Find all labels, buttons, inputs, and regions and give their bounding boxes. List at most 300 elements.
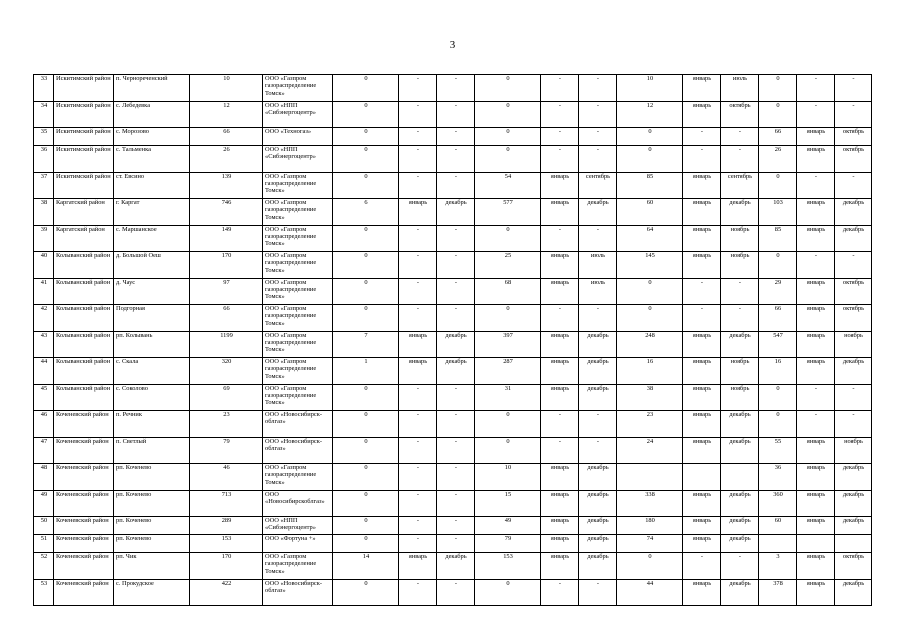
organization-cell: ООО «Новосибирск-облгаз» xyxy=(263,437,333,464)
group-1-start-cell: январь xyxy=(399,331,437,358)
group-3-start-cell: январь xyxy=(683,490,721,517)
group-4-count-cell: 0 xyxy=(759,252,797,279)
group-4-end-cell: октябрь xyxy=(835,553,872,580)
group-3-start-cell: январь xyxy=(683,331,721,358)
table-row xyxy=(34,128,872,146)
group-4-end-cell: декабрь xyxy=(835,517,872,535)
group-1-count-cell: 0 xyxy=(333,535,399,553)
organization-cell: ООО «Газпром газораспределение Томск» xyxy=(263,75,333,102)
group-1-end-cell: - xyxy=(437,411,475,438)
table-row xyxy=(34,172,872,199)
group-3-end-cell: декабрь xyxy=(721,517,759,535)
group-4-start-cell: - xyxy=(797,384,835,411)
group-4-end-cell: декабрь xyxy=(835,225,872,252)
group-2-start-cell: - xyxy=(541,305,579,332)
group-1-end-cell: - xyxy=(437,535,475,553)
row-number: 35 xyxy=(34,128,54,146)
group-1-end-cell: - xyxy=(437,146,475,173)
district-cell: Искитимский район xyxy=(54,172,114,199)
district-cell: Искитимский район xyxy=(54,75,114,102)
group-4-count-cell: 0 xyxy=(759,411,797,438)
group-1-end-cell: - xyxy=(437,128,475,146)
settlement-cell: с. Тальменка xyxy=(114,146,190,173)
group-1-count-cell: 0 xyxy=(333,517,399,535)
row-number: 34 xyxy=(34,101,54,128)
group-1-start-cell: - xyxy=(399,535,437,553)
group-1-start-cell: - xyxy=(399,225,437,252)
group-3-start-cell: январь xyxy=(683,517,721,535)
group-4-start-cell: январь xyxy=(797,199,835,226)
group-1-start-cell: - xyxy=(399,437,437,464)
group-1-count-cell: 0 xyxy=(333,490,399,517)
row-number: 51 xyxy=(34,535,54,553)
organization-cell: ООО «Газпром газораспределение Томск» xyxy=(263,358,333,385)
group-4-count-cell: 66 xyxy=(759,305,797,332)
group-2-count-cell: 0 xyxy=(475,579,541,606)
group-3-end-cell xyxy=(721,464,759,491)
group-1-count-cell: 0 xyxy=(333,411,399,438)
group-3-start-cell: - xyxy=(683,278,721,305)
group-2-count-cell: 10 xyxy=(475,464,541,491)
group-4-count-cell: 0 xyxy=(759,384,797,411)
row-number: 42 xyxy=(34,305,54,332)
group-4-end-cell: - xyxy=(835,384,872,411)
group-2-count-cell: 68 xyxy=(475,278,541,305)
group-2-end-cell: - xyxy=(579,411,617,438)
group-4-count-cell: 378 xyxy=(759,579,797,606)
settlement-cell: с. Прокудское xyxy=(114,579,190,606)
settlement-cell: рп. Коченево xyxy=(114,464,190,491)
group-3-start-cell: январь xyxy=(683,535,721,553)
group-1-end-cell: - xyxy=(437,252,475,279)
group-2-start-cell: январь xyxy=(541,517,579,535)
organization-cell: ООО «Газпром газораспределение Томск» xyxy=(263,331,333,358)
group-2-end-cell: декабрь xyxy=(579,464,617,491)
group-3-count-cell: 24 xyxy=(617,437,683,464)
district-cell: Коченевский район xyxy=(54,464,114,491)
group-3-end-cell: ноябрь xyxy=(721,358,759,385)
row-number: 46 xyxy=(34,411,54,438)
group-1-end-cell: - xyxy=(437,75,475,102)
table-row xyxy=(34,490,872,517)
group-4-start-cell: январь xyxy=(797,331,835,358)
group-4-end-cell: ноябрь xyxy=(835,437,872,464)
settlement-cell: п. Чернореченский xyxy=(114,75,190,102)
group-2-start-cell: январь xyxy=(541,535,579,553)
total-cell: 23 xyxy=(190,411,263,438)
organization-cell: ООО «Газпром газораспределение Томск» xyxy=(263,225,333,252)
group-3-start-cell: январь xyxy=(683,358,721,385)
group-3-count-cell: 74 xyxy=(617,535,683,553)
total-cell: 713 xyxy=(190,490,263,517)
group-4-end-cell: декабрь xyxy=(835,490,872,517)
district-cell: Искитимский район xyxy=(54,146,114,173)
table-row xyxy=(34,579,872,606)
table-row xyxy=(34,535,872,553)
group-3-start-cell: - xyxy=(683,146,721,173)
group-1-start-cell: - xyxy=(399,517,437,535)
group-1-count-cell: 0 xyxy=(333,464,399,491)
group-2-count-cell: 397 xyxy=(475,331,541,358)
table-row xyxy=(34,331,872,358)
group-4-end-cell: ноябрь xyxy=(835,331,872,358)
group-2-start-cell: январь xyxy=(541,278,579,305)
group-2-start-cell: январь xyxy=(541,384,579,411)
group-3-count-cell: 180 xyxy=(617,517,683,535)
data-table xyxy=(33,74,872,606)
row-number: 47 xyxy=(34,437,54,464)
group-3-count-cell: 44 xyxy=(617,579,683,606)
row-number: 48 xyxy=(34,464,54,491)
table-row xyxy=(34,517,872,535)
group-2-count-cell: 0 xyxy=(475,101,541,128)
group-1-start-cell: - xyxy=(399,305,437,332)
group-4-start-cell: январь xyxy=(797,128,835,146)
group-1-start-cell: январь xyxy=(399,358,437,385)
group-4-count-cell: 16 xyxy=(759,358,797,385)
group-3-start-cell: январь xyxy=(683,75,721,102)
group-2-start-cell: - xyxy=(541,101,579,128)
group-4-end-cell: октябрь xyxy=(835,278,872,305)
group-3-count-cell: 64 xyxy=(617,225,683,252)
group-3-end-cell: декабрь xyxy=(721,199,759,226)
organization-cell: ООО «Газпром газораспределение Томск» xyxy=(263,384,333,411)
group-1-end-cell: - xyxy=(437,278,475,305)
group-2-end-cell: декабрь xyxy=(579,517,617,535)
organization-cell: ООО «Новосибирск-облгаз» xyxy=(263,411,333,438)
group-3-end-cell: декабрь xyxy=(721,490,759,517)
row-number: 36 xyxy=(34,146,54,173)
group-3-count-cell: 0 xyxy=(617,305,683,332)
table-row xyxy=(34,101,872,128)
table-row xyxy=(34,437,872,464)
group-3-count-cell: 338 xyxy=(617,490,683,517)
table-row xyxy=(34,252,872,279)
district-cell: Колыванский район xyxy=(54,384,114,411)
group-1-count-cell: 1 xyxy=(333,358,399,385)
group-4-end-cell xyxy=(835,535,872,553)
organization-cell: ООО «Новосибирск-облгаз» xyxy=(263,579,333,606)
table-row xyxy=(34,305,872,332)
group-4-count-cell: 29 xyxy=(759,278,797,305)
group-1-end-cell: - xyxy=(437,384,475,411)
group-2-count-cell: 0 xyxy=(475,305,541,332)
group-2-count-cell: 0 xyxy=(475,75,541,102)
row-number: 39 xyxy=(34,225,54,252)
group-2-count-cell: 31 xyxy=(475,384,541,411)
district-cell: Каргатский район xyxy=(54,199,114,226)
group-1-start-cell: - xyxy=(399,278,437,305)
group-1-start-cell: - xyxy=(399,172,437,199)
group-4-end-cell: - xyxy=(835,172,872,199)
group-3-end-cell: декабрь xyxy=(721,331,759,358)
group-4-count-cell: 66 xyxy=(759,128,797,146)
group-1-end-cell: - xyxy=(437,172,475,199)
group-1-start-cell: - xyxy=(399,146,437,173)
group-3-start-cell: январь xyxy=(683,199,721,226)
group-4-end-cell: декабрь xyxy=(835,358,872,385)
group-3-end-cell: - xyxy=(721,128,759,146)
total-cell: 746 xyxy=(190,199,263,226)
table-row xyxy=(34,464,872,491)
group-1-start-cell: - xyxy=(399,128,437,146)
group-1-count-cell: 7 xyxy=(333,331,399,358)
group-4-end-cell: декабрь xyxy=(835,579,872,606)
group-1-start-cell: январь xyxy=(399,553,437,580)
group-2-count-cell: 79 xyxy=(475,535,541,553)
group-3-start-cell xyxy=(683,464,721,491)
group-3-end-cell: декабрь xyxy=(721,579,759,606)
group-4-count-cell: 103 xyxy=(759,199,797,226)
row-number: 33 xyxy=(34,75,54,102)
group-1-count-cell: 6 xyxy=(333,199,399,226)
settlement-cell: рп. Коченево xyxy=(114,535,190,553)
total-cell: 10 xyxy=(190,75,263,102)
district-cell: Искитимский район xyxy=(54,128,114,146)
district-cell: Коченевский район xyxy=(54,490,114,517)
group-4-end-cell: - xyxy=(835,75,872,102)
table-row xyxy=(34,199,872,226)
total-cell: 46 xyxy=(190,464,263,491)
organization-cell: ООО «Техногаз» xyxy=(263,128,333,146)
group-3-start-cell: - xyxy=(683,128,721,146)
district-cell: Колыванский район xyxy=(54,358,114,385)
group-2-end-cell: июль xyxy=(579,252,617,279)
group-1-end-cell: декабрь xyxy=(437,199,475,226)
district-cell: Коченевский район xyxy=(54,411,114,438)
group-3-start-cell: январь xyxy=(683,579,721,606)
district-cell: Коченевский район xyxy=(54,579,114,606)
group-4-start-cell: январь xyxy=(797,490,835,517)
total-cell: 12 xyxy=(190,101,263,128)
district-cell: Колыванский район xyxy=(54,305,114,332)
group-4-count-cell: 85 xyxy=(759,225,797,252)
group-1-end-cell: - xyxy=(437,579,475,606)
row-number: 44 xyxy=(34,358,54,385)
organization-cell: ООО «Газпром газораспределение Томск» xyxy=(263,278,333,305)
group-2-end-cell: - xyxy=(579,75,617,102)
group-2-count-cell: 49 xyxy=(475,517,541,535)
group-4-start-cell: - xyxy=(797,172,835,199)
settlement-cell: с. Скала xyxy=(114,358,190,385)
table-row xyxy=(34,553,872,580)
settlement-cell: с. Морозово xyxy=(114,128,190,146)
settlement-cell: п. Светлый xyxy=(114,437,190,464)
group-4-start-cell: январь xyxy=(797,553,835,580)
settlement-cell: с. Маршанское xyxy=(114,225,190,252)
organization-cell: ООО «НПП «Сибэнергоцентр» xyxy=(263,146,333,173)
group-4-end-cell: октябрь xyxy=(835,146,872,173)
row-number: 38 xyxy=(34,199,54,226)
district-cell: Колыванский район xyxy=(54,331,114,358)
group-4-end-cell: декабрь xyxy=(835,464,872,491)
district-cell: Колыванский район xyxy=(54,278,114,305)
district-cell: Коченевский район xyxy=(54,553,114,580)
group-4-count-cell: 36 xyxy=(759,464,797,491)
settlement-cell: д. Чаус xyxy=(114,278,190,305)
district-cell: Искитимский район xyxy=(54,101,114,128)
group-3-end-cell: декабрь xyxy=(721,437,759,464)
group-1-count-cell: 0 xyxy=(333,252,399,279)
total-cell: 170 xyxy=(190,252,263,279)
group-2-start-cell: январь xyxy=(541,553,579,580)
group-1-end-cell: - xyxy=(437,437,475,464)
group-1-start-cell: - xyxy=(399,384,437,411)
settlement-cell: с. Лебедевка xyxy=(114,101,190,128)
group-1-count-cell: 0 xyxy=(333,384,399,411)
row-number: 49 xyxy=(34,490,54,517)
table-row xyxy=(34,75,872,102)
group-1-count-cell: 0 xyxy=(333,579,399,606)
group-3-end-cell: ноябрь xyxy=(721,384,759,411)
group-4-count-cell xyxy=(759,535,797,553)
settlement-cell: рп. Коченево xyxy=(114,517,190,535)
total-cell: 97 xyxy=(190,278,263,305)
organization-cell: ООО «Газпром газораспределение Томск» xyxy=(263,172,333,199)
row-number: 50 xyxy=(34,517,54,535)
group-2-start-cell: январь xyxy=(541,490,579,517)
settlement-cell: рп. Чик xyxy=(114,553,190,580)
row-number: 40 xyxy=(34,252,54,279)
group-3-end-cell: декабрь xyxy=(721,411,759,438)
group-4-start-cell: - xyxy=(797,75,835,102)
group-3-end-cell: - xyxy=(721,146,759,173)
group-4-count-cell: 3 xyxy=(759,553,797,580)
group-3-end-cell: ноябрь xyxy=(721,252,759,279)
group-3-count-cell: 0 xyxy=(617,553,683,580)
settlement-cell: рп. Коченево xyxy=(114,490,190,517)
organization-cell: ООО «Газпром газораспределение Томск» xyxy=(263,553,333,580)
district-cell: Коченевский район xyxy=(54,437,114,464)
group-3-start-cell: - xyxy=(683,305,721,332)
total-cell: 139 xyxy=(190,172,263,199)
group-2-end-cell: июль xyxy=(579,278,617,305)
group-2-end-cell: - xyxy=(579,101,617,128)
group-3-end-cell: сентябрь xyxy=(721,172,759,199)
table-body xyxy=(34,75,872,606)
group-4-start-cell: январь xyxy=(797,464,835,491)
group-1-start-cell: - xyxy=(399,464,437,491)
group-2-start-cell: - xyxy=(541,411,579,438)
group-2-end-cell: сентябрь xyxy=(579,172,617,199)
total-cell: 153 xyxy=(190,535,263,553)
organization-cell: ООО «Фортуна +» xyxy=(263,535,333,553)
organization-cell: ООО «Новосибирскоблгаз» xyxy=(263,490,333,517)
group-2-count-cell: 0 xyxy=(475,411,541,438)
group-2-start-cell: январь xyxy=(541,199,579,226)
group-3-count-cell: 145 xyxy=(617,252,683,279)
group-2-end-cell: декабрь xyxy=(579,535,617,553)
group-4-count-cell: 360 xyxy=(759,490,797,517)
page-number: 3 xyxy=(449,39,456,51)
group-1-end-cell: - xyxy=(437,490,475,517)
group-1-count-cell: 0 xyxy=(333,101,399,128)
settlement-cell: Подгорная xyxy=(114,305,190,332)
group-2-start-cell: - xyxy=(541,437,579,464)
group-2-count-cell: 0 xyxy=(475,146,541,173)
group-2-end-cell: - xyxy=(579,305,617,332)
group-4-start-cell: январь xyxy=(797,146,835,173)
group-1-end-cell: - xyxy=(437,225,475,252)
group-1-start-cell: январь xyxy=(399,199,437,226)
group-1-count-cell: 0 xyxy=(333,437,399,464)
group-3-count-cell: 38 xyxy=(617,384,683,411)
row-number: 37 xyxy=(34,172,54,199)
group-2-end-cell: декабрь xyxy=(579,553,617,580)
district-cell: Коченевский район xyxy=(54,517,114,535)
group-4-count-cell: 60 xyxy=(759,517,797,535)
group-2-end-cell: - xyxy=(579,146,617,173)
group-3-count-cell: 85 xyxy=(617,172,683,199)
group-3-end-cell: ноябрь xyxy=(721,225,759,252)
total-cell: 66 xyxy=(190,305,263,332)
group-2-count-cell: 153 xyxy=(475,553,541,580)
group-3-end-cell: - xyxy=(721,553,759,580)
group-3-count-cell: 248 xyxy=(617,331,683,358)
group-2-start-cell: - xyxy=(541,128,579,146)
district-cell: Каргатский район xyxy=(54,225,114,252)
table-row xyxy=(34,411,872,438)
group-1-end-cell: - xyxy=(437,305,475,332)
group-2-count-cell: 15 xyxy=(475,490,541,517)
settlement-cell: г. Каргат xyxy=(114,199,190,226)
group-3-start-cell: январь xyxy=(683,172,721,199)
district-cell: Колыванский район xyxy=(54,252,114,279)
group-4-start-cell: январь xyxy=(797,305,835,332)
row-number: 45 xyxy=(34,384,54,411)
group-3-count-cell: 0 xyxy=(617,128,683,146)
row-number: 53 xyxy=(34,579,54,606)
total-cell: 149 xyxy=(190,225,263,252)
group-1-end-cell: - xyxy=(437,464,475,491)
group-2-start-cell: - xyxy=(541,579,579,606)
group-3-start-cell: январь xyxy=(683,225,721,252)
organization-cell: ООО «Газпром газораспределение Томск» xyxy=(263,305,333,332)
total-cell: 422 xyxy=(190,579,263,606)
settlement-cell: д. Большой Оеш xyxy=(114,252,190,279)
total-cell: 79 xyxy=(190,437,263,464)
group-3-end-cell: декабрь xyxy=(721,535,759,553)
row-number: 43 xyxy=(34,331,54,358)
group-3-start-cell: январь xyxy=(683,437,721,464)
group-1-count-cell: 0 xyxy=(333,225,399,252)
group-4-start-cell xyxy=(797,535,835,553)
group-2-start-cell: январь xyxy=(541,252,579,279)
group-2-end-cell: декабрь xyxy=(579,358,617,385)
group-1-end-cell: декабрь xyxy=(437,358,475,385)
group-3-count-cell xyxy=(617,464,683,491)
total-cell: 170 xyxy=(190,553,263,580)
total-cell: 69 xyxy=(190,384,263,411)
group-1-count-cell: 0 xyxy=(333,305,399,332)
group-4-count-cell: 26 xyxy=(759,146,797,173)
group-2-end-cell: - xyxy=(579,128,617,146)
group-3-end-cell: - xyxy=(721,305,759,332)
total-cell: 1199 xyxy=(190,331,263,358)
organization-cell: ООО «НПП «Сибэнергоцентр» xyxy=(263,101,333,128)
group-4-start-cell: - xyxy=(797,411,835,438)
group-2-end-cell: декабрь xyxy=(579,384,617,411)
group-4-start-cell: январь xyxy=(797,437,835,464)
group-3-start-cell: январь xyxy=(683,252,721,279)
organization-cell: ООО «Газпром газораспределение Томск» xyxy=(263,199,333,226)
group-4-end-cell: - xyxy=(835,101,872,128)
group-4-start-cell: январь xyxy=(797,517,835,535)
group-1-count-cell: 0 xyxy=(333,172,399,199)
group-2-end-cell: - xyxy=(579,579,617,606)
group-1-start-cell: - xyxy=(399,252,437,279)
group-3-count-cell: 0 xyxy=(617,278,683,305)
